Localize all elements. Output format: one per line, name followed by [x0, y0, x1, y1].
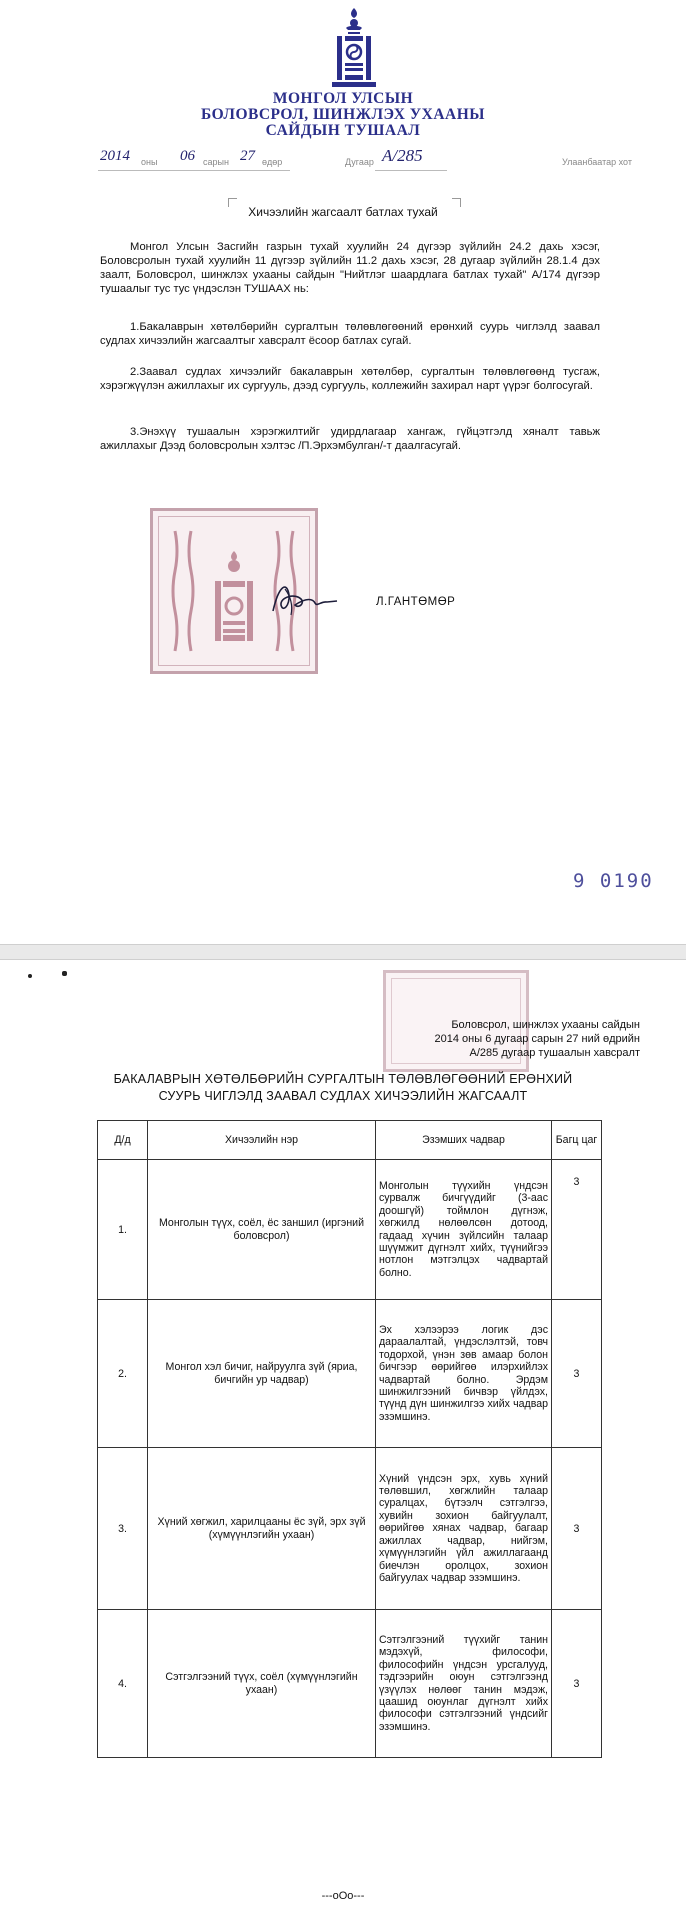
preamble-paragraph: Монгол Улсын Засгийн газрын тухай хуулийн 24 дүгээр зүйлийн 24.2 дахь хэсэг, Боловсролын тухай хуулийн 11 дүгээр зүйлийн 11.2 дахь хэсэг, 28 дугаар зүйлийн 28.1.4 дэх заалт, Боловсрол, шинжлэх ухааны сайдын "Нийтлэг шаардлага батлах тухай" А/174 дүгээр тушаалыг тус тус үндэслэн ТУШААХ нь:: [100, 241, 600, 295]
table-header-row: [98, 1121, 602, 1160]
row-number: 2.: [98, 1300, 148, 1448]
order-clause-2: 2.Заавал судлах хичээлийг бакалаврын хөтөлбөр, сургалтын төлөвлөгөөнд тусгаж, хэрэгжүүлэн ажиллахыг их сургууль, дээд сургууль, коллежийн захирал нарт үүрэг болгосугай.: [100, 366, 600, 392]
subject-name: Сэтгэлгээний түүх, соёл (хүмүүнлэгийн ухаан): [148, 1610, 376, 1758]
credit-hours: 3: [552, 1610, 602, 1758]
order-title: Хичээлийн жагсаалт батлах тухай: [248, 205, 438, 219]
date-day: 27: [240, 148, 255, 164]
table-row: [98, 1448, 602, 1610]
subject-name: Хүний хөгжил, харилцааны ёс зүй, эрх зүй (хүмүүнлэгийн ухаан): [148, 1448, 376, 1610]
city-label: Улаанбаатар хот: [562, 157, 632, 167]
competence-text: Сэтгэлгээний түүхийг танин мэдэхүй, философи, философийн үндсэн урсгалууд, тэдгээрийн оюун сэтгэлгээнд үзүүлэх нөлөөг танин мэдэж, цаашид оюунлаг дүгнэлт хийх философи сэтгэлгээний үндсийг эзэмшинэ.: [376, 1610, 552, 1758]
ministry-name-line: БОЛОВСРОЛ, ШИНЖЛЭХ УХААНЫ: [200, 106, 486, 123]
page-separator: [0, 944, 686, 960]
order-clause-3: 3.Энэхүү тушаалын хэрэгжилтийг удирдлагаар хангаж, гүйцэтгэлд хяналт тавьж ажиллахыг Дээд боловсролын хэлтэс /П.Эрхэмбулган/-т даалгасугай.: [100, 426, 600, 452]
appendix-title: БАКАЛАВРЫН ХӨТӨЛБӨРИЙН СУРГАЛТЫН ТӨЛӨВЛӨГӨӨНИЙ ЕРӨНХИЙ: [113, 1072, 573, 1086]
competence-text: Эх хэлээрээ логик дэс дараалалтай, үндэслэлтэй, товч тодорхой, үнэн зөв амаар болон бичгээр өөрийгөө илэрхийлэх чадвартай болно. Эрдэм шинжилгээний бичвэр үйлдэх, түүнд дүн шинжилгээ хийх чадвар эзэмшинэ.: [376, 1300, 552, 1448]
appendix-ref-line: 2014 оны 6 дугаар сарын 27 ний өдрийн: [434, 1033, 640, 1045]
subjects-table: [97, 1120, 602, 1758]
credit-hours: 3: [552, 1448, 602, 1610]
row-number: 3.: [98, 1448, 148, 1610]
appendix-title: СУУРЬ ЧИГЛЭЛД ЗААВАЛ СУДЛАХ ХИЧЭЭЛИЙН ЖАГСААЛТ: [158, 1089, 528, 1103]
date-month-label: сарын: [203, 157, 229, 167]
credit-hours: 3: [552, 1300, 602, 1448]
ministry-name-line: САЙДЫН ТУШААЛ: [265, 122, 421, 139]
subject-name: Монголын түүх, соёл, ёс заншил (иргэний боловсрол): [148, 1160, 376, 1300]
order-page: [0, 0, 686, 944]
column-header: Эзэмших чадвар: [376, 1121, 552, 1160]
credit-hours: 3: [552, 1160, 602, 1300]
column-header: Багц цаг: [552, 1121, 602, 1160]
state-emblem-icon: [328, 6, 380, 90]
competence-text: Монголын түүхийн үндсэн сурвалж бичгүүдийг (3-аас доошгүй) тоймлон дүгнэж, хөгжилд нөлөөлсөн дотоод, гадаад хүчин зүйлсийн талаар шүүмжит дүгнэлт хийх, түүнийгээ нотлон мэтгэлцэх чадвартай болно.: [376, 1160, 552, 1300]
order-number: А/285: [382, 146, 423, 165]
number-label: Дугаар: [345, 157, 374, 167]
signature-icon: [265, 575, 340, 620]
table-row: [98, 1610, 602, 1758]
row-number: 1.: [98, 1160, 148, 1300]
end-mark: ---oOo---: [321, 1890, 365, 1902]
table-row: [98, 1300, 602, 1448]
row-number: 4.: [98, 1610, 148, 1758]
date-year-label: оны: [141, 157, 158, 167]
competence-text: Хүний үндсэн эрх, хувь хүний төлөвшил, хөгжлийн талаар суралцах, бүтээлч сэтгэлгээ, хувийн зохион байгуулалт, өөрийгөө хянах чадвар, багаар ажиллах чадвар, нийгэм, хүмүүнлэгийн үйл ажиллагаанд биечлэн оролцох, зохион байгуулах чадвар эзэмшинэ.: [376, 1448, 552, 1610]
signer-name: Л.ГАНТӨМӨР: [376, 596, 456, 608]
appendix-ref-line: А/285 дугаар тушаалын хавсралт: [469, 1047, 640, 1059]
date-day-label: өдөр: [262, 157, 283, 167]
appendix-ref-line: Боловсрол, шинжлэх ухааны сайдын: [451, 1019, 640, 1031]
column-header: Д/д: [98, 1121, 148, 1160]
table-row: [98, 1160, 602, 1300]
date-year: 2014: [100, 148, 130, 164]
subject-name: Монгол хэл бичиг, найруулга зүй (яриа, бичгийн ур чадвар): [148, 1300, 376, 1448]
ministry-name-line: МОНГОЛ УЛСЫН: [272, 90, 414, 107]
column-header: Хичээлийн нэр: [148, 1121, 376, 1160]
order-clause-1: 1.Бакалаврын хөтөлбөрийн сургалтын төлөвлөгөөний ерөнхий суурь чиглэлд заавал судлах хичээлийн жагсаалтыг хавсралт ёсоор батлах сугай.: [100, 321, 600, 347]
date-month: 06: [180, 148, 195, 164]
registry-number: 9 0190: [573, 870, 654, 892]
